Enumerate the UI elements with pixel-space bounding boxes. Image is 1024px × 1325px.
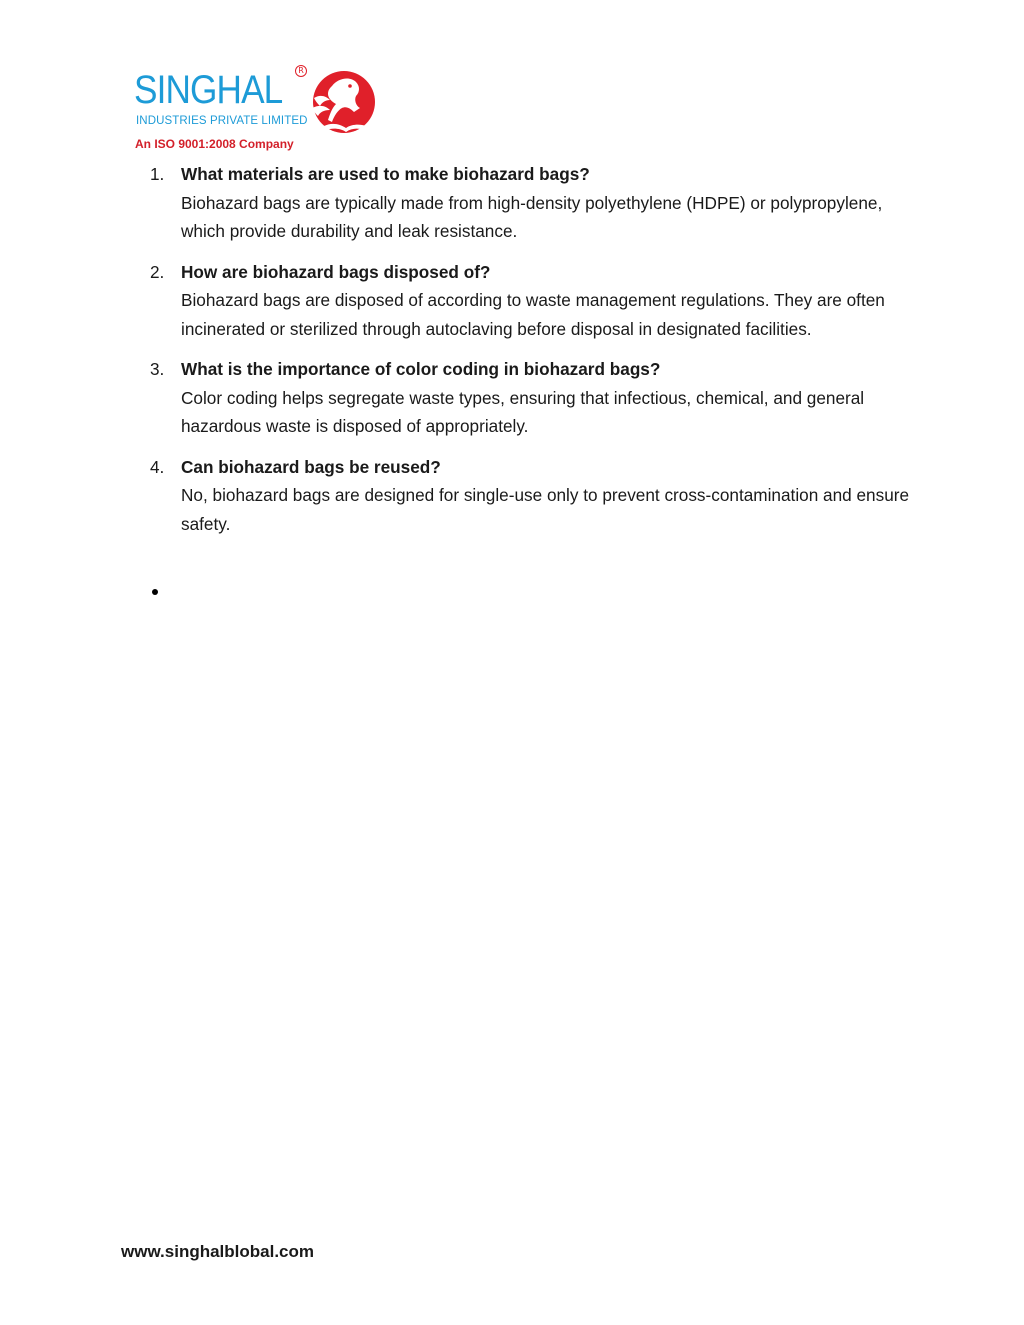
iso-certification: An ISO 9001:2008 Company: [135, 137, 294, 151]
faq-item: [150, 355, 910, 441]
registered-mark-icon: R: [295, 65, 307, 77]
faq-number: 3.: [150, 359, 165, 379]
faq-question: What materials are used to make biohazard bags?: [181, 164, 590, 184]
faq-answer: No, biohazard bags are designed for single-use only to prevent cross-contamination and ensure safety.: [181, 485, 910, 534]
empty-bullet-icon: [152, 589, 158, 595]
logo-name: SINGHAL: [134, 68, 283, 112]
faq-answer: Biohazard bags are disposed of according to waste management regulations. They are often incinerated or sterilized through autoclaving before disposal in designated facilities.: [181, 290, 885, 339]
footer-website-link[interactable]: www.singhalblobal.com: [121, 1242, 315, 1261]
faq-number: 1.: [150, 164, 165, 184]
company-logo: [134, 64, 384, 154]
faq-question: How are biohazard bags disposed of?: [181, 261, 491, 282]
logo-subtitle: INDUSTRIES PRIVATE LIMITED: [136, 115, 308, 127]
faq-number: 2.: [150, 261, 165, 282]
pegasus-emblem-icon: [310, 68, 378, 136]
faq-item: [150, 258, 910, 344]
faq-number: 4.: [150, 456, 165, 477]
faq-answer: Biohazard bags are typically made from high-density polyethylene (HDPE) or polypropylene, which provide durability and leak resistance.: [181, 192, 883, 241]
faq-answer: Color coding helps segregate waste types, ensuring that infectious, chemical, and general hazardous waste is disposed of appropriately.: [181, 387, 865, 436]
faq-question: What is the importance of color coding in biohazard bags?: [181, 359, 661, 379]
faq-question: Can biohazard bags be reused?: [181, 456, 441, 477]
faq-item: [150, 453, 910, 539]
faq-list: [150, 160, 910, 550]
faq-item: [150, 160, 910, 246]
